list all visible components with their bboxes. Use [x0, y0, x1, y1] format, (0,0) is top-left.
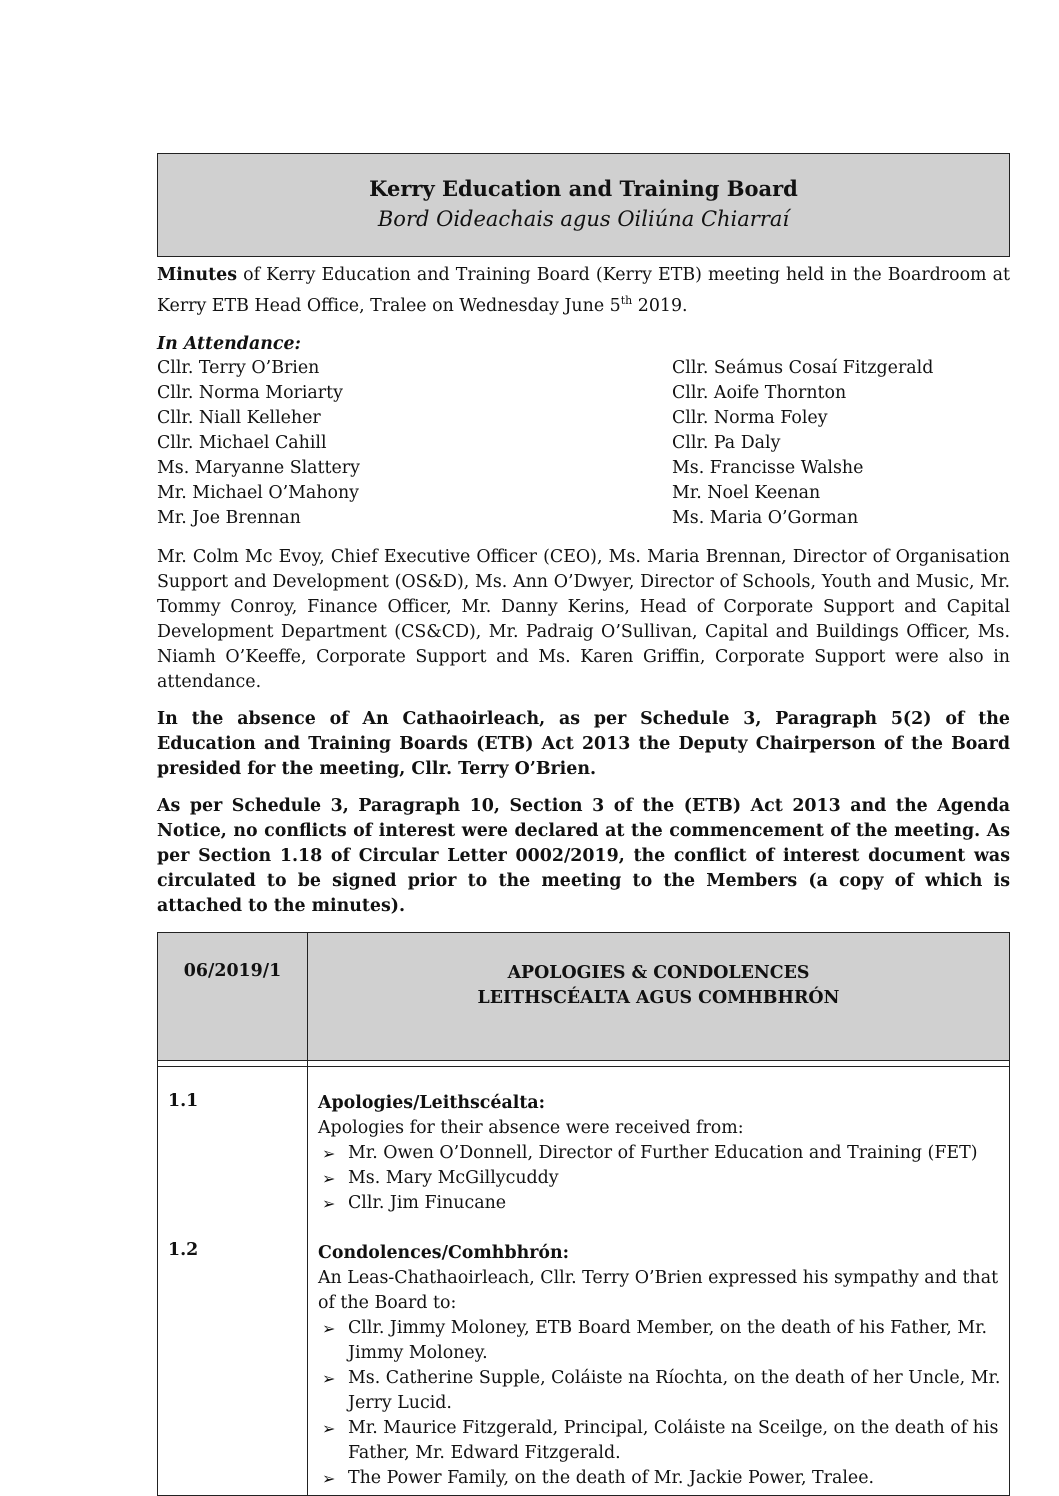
attendees-right-column	[672, 356, 933, 531]
attendee-name: Cllr. Terry O’Brien	[157, 357, 320, 378]
list-item	[318, 1191, 1001, 1216]
agenda-item-number: 06/2019/1	[158, 932, 308, 1060]
apologies-heading: Apologies/Leithscéalta:	[318, 1092, 546, 1113]
section-apologies	[318, 1091, 1001, 1216]
board-title-irish: Bord Oideachais agus Oiliúna Chiarraí	[377, 207, 790, 231]
list-item	[318, 1366, 1001, 1416]
attendee-name: Cllr. Seámus Cosaí Fitzgerald	[672, 357, 934, 378]
list-item-text: Mr. Owen O’Donnell, Director of Further Education and Training (FET)	[348, 1142, 978, 1163]
attendees-left-column	[157, 356, 672, 531]
attendee-name: Mr. Noel Keenan	[672, 482, 821, 503]
agenda-header-row	[158, 932, 1010, 1060]
condolences-list	[318, 1316, 1001, 1491]
condolences-intro: An Leas-Chathaoirleach, Cllr. Terry O’Brien expressed his sympathy and that of the Board to:	[318, 1267, 999, 1313]
list-item	[318, 1141, 1001, 1166]
arrow-bullet-icon: ➢	[322, 1368, 336, 1388]
attendees-list	[157, 356, 1010, 531]
board-title-english: Kerry Education and Training Board	[369, 176, 798, 201]
agenda-body-row	[158, 1066, 1010, 1495]
intro-paragraph	[157, 263, 1010, 319]
document-page	[157, 153, 1010, 1496]
arrow-bullet-icon: ➢	[322, 1193, 336, 1213]
list-item-text: Mr. Maurice Fitzgerald, Principal, Coláiste na Sceilge, on the death of his Father, Mr. Edward Fitzgerald.	[348, 1417, 999, 1463]
arrow-bullet-icon: ➢	[322, 1418, 336, 1438]
attendee-name: Cllr. Norma Foley	[672, 407, 828, 428]
attendee-name: Cllr. Aoife Thornton	[672, 382, 847, 403]
list-item-text: Ms. Mary McGillycuddy	[348, 1167, 559, 1188]
section-numbers-cell	[158, 1066, 308, 1495]
apologies-list	[318, 1141, 1001, 1216]
attendee-name: Cllr. Michael Cahill	[157, 432, 327, 453]
agenda-title-irish: LEITHSCÉALTA AGUS COMHBHRÓN	[477, 987, 840, 1008]
arrow-bullet-icon: ➢	[322, 1143, 336, 1163]
attendee-name: Cllr. Norma Moriarty	[157, 382, 343, 403]
list-item-text: The Power Family, on the death of Mr. Jackie Power, Tralee.	[348, 1467, 875, 1488]
attendee-name: Cllr. Pa Daly	[672, 432, 781, 453]
section-number-1-2: 1.2	[168, 1239, 199, 1260]
attendee-name: Mr. Joe Brennan	[157, 507, 301, 528]
arrow-bullet-icon: ➢	[322, 1168, 336, 1188]
sections-content-cell	[308, 1066, 1010, 1495]
section-number-1-1: 1.1	[168, 1090, 199, 1111]
conflicts-paragraph: As per Schedule 3, Paragraph 10, Section 3 of the (ETB) Act 2013 and the Agenda Notice, no conflicts of interest were declared at the commencement of the meeting. As per Section 1.18 of Circular Letter 0002/2019, the conflict of interest document was circulated to be signed prior to the meeting to the Members (a copy of which is attached to the minutes).	[157, 795, 1010, 916]
arrow-bullet-icon: ➢	[322, 1318, 336, 1338]
attendee-name: Mr. Michael O’Mahony	[157, 482, 359, 503]
also-in-attendance-paragraph: Mr. Colm Mc Evoy, Chief Executive Officer (CEO), Ms. Maria Brennan, Director of Organisation Support and Development (OS&D), Ms. Ann O’Dwyer, Director of Schools, Youth and Music, Mr. Tommy Conroy, Finance Officer, Mr. Danny Kerins, Head of Corporate Support and Capital Development Department (CS&CD), Mr. Padraig O’Sullivan, Capital and Buildings Officer, Ms. Niamh O’Keeffe, Corporate Support and Ms. Karen Griffin, Corporate Support were also in attendance.	[157, 546, 1010, 692]
arrow-bullet-icon: ➢	[322, 1468, 336, 1488]
attendee-name: Ms. Francisse Walshe	[672, 457, 864, 478]
list-item-text: Cllr. Jimmy Moloney, ETB Board Member, on the death of his Father, Mr. Jimmy Moloney.	[348, 1317, 988, 1363]
list-item	[318, 1466, 1001, 1491]
agenda-item-title	[308, 932, 1010, 1060]
section-condolences	[318, 1241, 1001, 1491]
list-item	[318, 1316, 1001, 1366]
agenda-title-english: APOLOGIES & CONDOLENCES	[507, 962, 810, 983]
intro-sup: th	[620, 294, 633, 307]
attendee-name: Ms. Maria O’Gorman	[672, 507, 859, 528]
intro-lead: Minutes	[157, 265, 238, 285]
attendance-heading: In Attendance:	[157, 333, 301, 354]
agenda-table	[157, 932, 1010, 1496]
presiding-paragraph: In the absence of An Cathaoirleach, as per Schedule 3, Paragraph 5(2) of the Education and Training Boards (ETB) Act 2013 the Deputy Chairperson of the Board presided for the meeting, Cllr. Terry O’Brien.	[157, 708, 1010, 779]
intro-tail: 2019.	[632, 295, 688, 316]
attendee-name: Ms. Maryanne Slattery	[157, 457, 360, 478]
title-box	[157, 153, 1010, 257]
list-item-text: Cllr. Jim Finucane	[348, 1192, 507, 1213]
intro-text: of Kerry Education and Training Board (Kerry ETB) meeting held in the Boardroom at Kerry ETB Head Office, Tralee on Wednesday June 5	[157, 265, 1010, 316]
list-item	[318, 1166, 1001, 1191]
condolences-heading: Condolences/Comhbhrón:	[318, 1242, 570, 1263]
list-item	[318, 1416, 1001, 1466]
attendee-name: Cllr. Niall Kelleher	[157, 407, 321, 428]
apologies-intro: Apologies for their absence were received from:	[318, 1117, 744, 1138]
list-item-text: Ms. Catherine Supple, Coláiste na Ríochta, on the death of her Uncle, Mr. Jerry Lucid.	[348, 1367, 1001, 1413]
